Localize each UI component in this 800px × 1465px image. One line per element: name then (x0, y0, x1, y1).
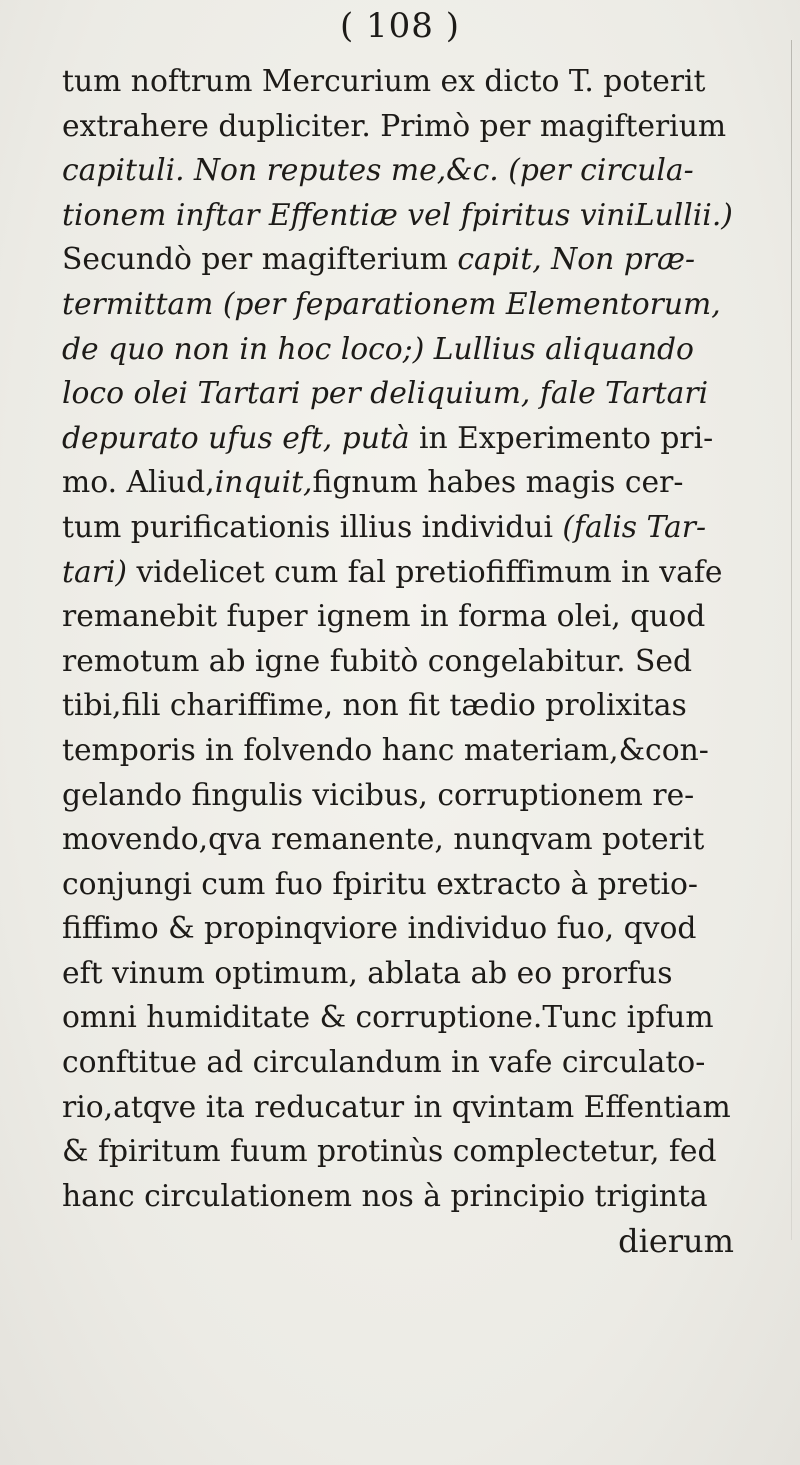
text-line (62, 238, 800, 283)
text-segment: rio,atqve ita reducatur in qvintam Effentiam (62, 1089, 731, 1125)
text-segment: fignum habes magis cer- (312, 465, 684, 501)
text-line (62, 1130, 800, 1175)
text-segment: eft vinum optimum, ablata ab eo prorfus (62, 955, 673, 991)
text-line (62, 863, 800, 908)
text-segment: capit, Non præ- (457, 242, 696, 278)
text-line (62, 149, 800, 194)
text-line (62, 774, 800, 819)
text-line (62, 506, 800, 551)
text-segment: dierum (618, 1222, 734, 1261)
text-segment: omni humiditate & corruptione.Tunc ipfum (62, 1000, 714, 1036)
text-segment: tibi,fili chariffime, non fit tædio prolixitas (62, 688, 687, 724)
text-line (62, 1175, 800, 1220)
text-segment: fiffimo & propinqviore individuo fuo, qvod (62, 911, 697, 947)
text-line (62, 194, 800, 239)
text-segment: temporis in folvendo hanc materiam,&con- (62, 732, 709, 768)
text-segment: tari) (62, 554, 128, 590)
text-segment: mo. Aliud, (62, 465, 215, 501)
text-segment: de quo non in hoc loco;) Lullius aliquando (62, 331, 694, 367)
text-line (62, 283, 800, 328)
text-line (62, 729, 800, 774)
text-segment: extrahere dupliciter. Primò per magifterium (62, 108, 727, 144)
text-segment: hanc circulationem nos à principio triginta (62, 1178, 708, 1214)
page-edge (791, 40, 792, 1240)
text-line (62, 1041, 800, 1086)
text-line (62, 372, 800, 417)
text-segment: Secundò per magifterium (62, 242, 458, 278)
text-segment: termittam (per feparationem Elementorum, (62, 286, 721, 322)
text-segment: depurato ufus eft, putà (62, 420, 420, 456)
text-line (62, 595, 800, 640)
text-segment: (falis Tar- (562, 509, 707, 545)
text-line (62, 417, 800, 462)
text-segment: loco olei Tartari per deliquium, fale Tartari (62, 376, 709, 412)
text-segment: conjungi cum fuo fpiritu extracto à pretio- (62, 866, 698, 902)
text-line (62, 60, 800, 105)
text-line (62, 105, 800, 150)
text-segment: remanebit fuper ignem in forma olei, quod (62, 599, 706, 635)
text-segment: in Experimento pri- (419, 420, 714, 456)
text-segment: gelando fingulis vicibus, corruptionem re- (62, 777, 695, 813)
text-segment: movendo,qva remanente, nunqvam poterit (62, 822, 705, 858)
text-segment: remotum ab igne fubitò congelabitur. Sed (62, 643, 693, 679)
text-line (62, 1219, 800, 1264)
text-line (62, 684, 800, 729)
text-segment: capituli. Non reputes me,&c. (per circula- (62, 153, 694, 189)
text-segment: videlicet cum fal pretiofiffimum in vafe (127, 554, 723, 590)
text-segment: inquit, (214, 465, 313, 501)
text-line (62, 551, 800, 596)
text-line (62, 952, 800, 997)
text-line (62, 461, 800, 506)
text-segment: conftitue ad circulandum in vafe circulato- (62, 1045, 706, 1081)
text-segment: tionem inftar Effentiæ vel fpiritus viniLullii.) (62, 197, 733, 233)
body-text (62, 60, 800, 1264)
text-segment: tum noftrum Mercurium ex dicto T. poterit (62, 64, 706, 99)
text-segment: tum purificationis illius individui (62, 509, 563, 545)
text-line (62, 1086, 800, 1131)
text-line (62, 328, 800, 373)
text-line (62, 996, 800, 1041)
text-line (62, 640, 800, 685)
text-line (62, 907, 800, 952)
text-segment: & fpiritum fuum protinùs complectetur, fed (62, 1134, 717, 1170)
page-number: ( 108 ) (339, 6, 461, 46)
text-line (62, 818, 800, 863)
